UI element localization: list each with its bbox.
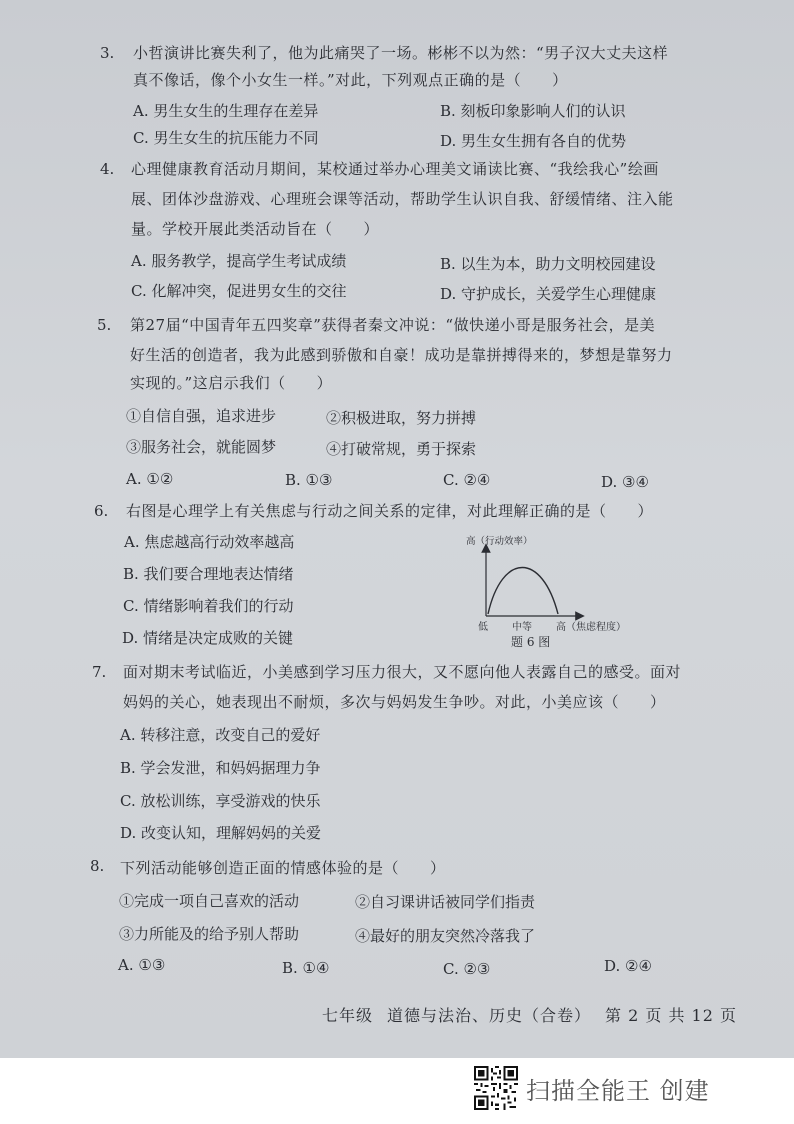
q3-option-c: C. 男生女生的抗压能力不同 bbox=[133, 129, 319, 147]
q8-text-line1: 下列活动能够创造正面的情感体验的是（ ） bbox=[120, 859, 446, 877]
q3-option-b: B. 刻板印象影响人们的认识 bbox=[440, 102, 626, 120]
q7-option-d: D. 改变认知，理解妈妈的关爱 bbox=[120, 824, 322, 842]
q5-statement-4: ④打破常规，勇于探索 bbox=[326, 440, 477, 458]
q5-text-line3: 实现的。”这启示我们（ ） bbox=[130, 374, 333, 392]
q7-option-c: C. 放松训练，享受游戏的快乐 bbox=[120, 792, 321, 810]
q7-text-line2: 妈妈的关心，她表现出不耐烦，多次与妈妈发生争吵。对此，小美应该（ ） bbox=[123, 693, 666, 711]
q3-number: 3. bbox=[100, 44, 115, 62]
q5-statement-3: ③服务社会，就能圆梦 bbox=[126, 438, 277, 456]
q7-option-a: A. 转移注意，改变自己的爱好 bbox=[120, 726, 321, 744]
q8-statement-3: ③力所能及的给予别人帮助 bbox=[119, 925, 300, 943]
q8-number: 8. bbox=[90, 857, 105, 875]
q4-option-b: B. 以生为本，助力文明校园建设 bbox=[440, 255, 656, 273]
q4-option-c: C. 化解冲突，促进男女生的交往 bbox=[131, 282, 347, 300]
q4-option-a: A. 服务教学，提高学生考试成绩 bbox=[131, 252, 347, 270]
q8-option-b: B. ①④ bbox=[282, 959, 330, 977]
q6-option-a: A. 焦虑越高行动效率越高 bbox=[124, 533, 295, 551]
graph-caption: 题 6 图 bbox=[511, 635, 551, 649]
q5-option-a: A. ①② bbox=[126, 470, 174, 488]
q8-option-a: A. ①③ bbox=[118, 956, 166, 974]
footer-subject: 道德与法治、历史（合卷） bbox=[387, 1006, 592, 1025]
q4-text-line1: 心理健康教育活动月期间，某校通过举办心理美文诵读比赛、“我绘我心”绘画 bbox=[131, 160, 659, 178]
q5-number: 5. bbox=[97, 316, 112, 334]
q4-text-line2: 展、团体沙盘游戏、心理班会课等活动，帮助学生认识自我、舒缓情绪、注入能 bbox=[131, 190, 674, 208]
q5-option-d: D. ③④ bbox=[601, 473, 649, 491]
q8-option-c: C. ②③ bbox=[443, 960, 491, 978]
q4-number: 4. bbox=[100, 160, 115, 178]
q3-option-a: A. 男生女生的生理存在差异 bbox=[133, 102, 319, 120]
q4-option-d: D. 守护成长，关爱学生心理健康 bbox=[440, 285, 657, 303]
page-footer bbox=[322, 1003, 751, 1026]
q4-text-line3: 量。学校开展此类活动旨在（ ） bbox=[131, 220, 380, 238]
anxiety-efficiency-graph bbox=[462, 532, 642, 652]
q8-statement-1: ①完成一项自己喜欢的活动 bbox=[119, 892, 300, 910]
q6-number: 6. bbox=[94, 502, 109, 520]
q8-option-d: D. ②④ bbox=[604, 957, 652, 975]
scanner-watermark bbox=[474, 1066, 710, 1110]
graph-x-high: 高（焦虑程度） bbox=[556, 622, 626, 633]
q5-text-line2: 好生活的创造者，我为此感到骄傲和自豪！成功是靠拼搏得来的，梦想是靠努力 bbox=[130, 346, 673, 364]
q7-text-line1: 面对期末考试临近，小美感到学习压力很大，又不愿向他人表露自己的感受。面对 bbox=[123, 663, 682, 681]
q6-option-c: C. 情绪影响着我们的行动 bbox=[123, 597, 294, 615]
footer-grade: 七年级 bbox=[322, 1006, 374, 1025]
q5-text-line1: 第27届“中国青年五四奖章”获得者秦文冲说：“做快递小哥是服务社会，是美 bbox=[130, 316, 656, 334]
graph-x-mid: 中等 bbox=[512, 622, 532, 633]
q5-option-c: C. ②④ bbox=[443, 471, 491, 489]
q3-option-d: D. 男生女生拥有各自的优势 bbox=[440, 132, 627, 150]
q8-statement-4: ④最好的朋友突然冷落我了 bbox=[355, 927, 536, 945]
q5-statement-2: ②积极进取，努力拼搏 bbox=[326, 409, 477, 427]
footer-page-number: 第 2 页 共 12 页 bbox=[605, 1006, 738, 1025]
q8-statement-2: ②自习课讲话被同学们指责 bbox=[355, 893, 536, 911]
q5-statement-1: ①自信自强，追求进步 bbox=[126, 407, 277, 425]
graph-y-label: 高（行动效率） bbox=[466, 536, 533, 547]
qr-code-icon bbox=[474, 1066, 518, 1110]
watermark-text: 扫描全能王 创建 bbox=[526, 1076, 710, 1105]
q6-text-line1: 右图是心理学上有关焦虑与行动之间关系的定律，对此理解正确的是（ ） bbox=[126, 502, 654, 520]
graph-curve bbox=[488, 568, 558, 615]
q7-option-b: B. 学会发泄，和妈妈据理力争 bbox=[120, 759, 321, 777]
q6-option-d: D. 情绪是决定成败的关键 bbox=[122, 629, 294, 647]
q6-option-b: B. 我们要合理地表达情绪 bbox=[123, 565, 294, 583]
q3-text-line2: 真不像话，像个小女生一样。”对此，下列观点正确的是（ ） bbox=[133, 71, 568, 89]
q5-option-b: B. ①③ bbox=[285, 471, 333, 489]
q7-number: 7. bbox=[92, 663, 107, 681]
graph-x-low: 低 bbox=[478, 622, 488, 633]
q3-text-line1: 小哲演讲比赛失利了，他为此痛哭了一场。彬彬不以为然：“男子汉大丈夫这样 bbox=[133, 44, 669, 62]
